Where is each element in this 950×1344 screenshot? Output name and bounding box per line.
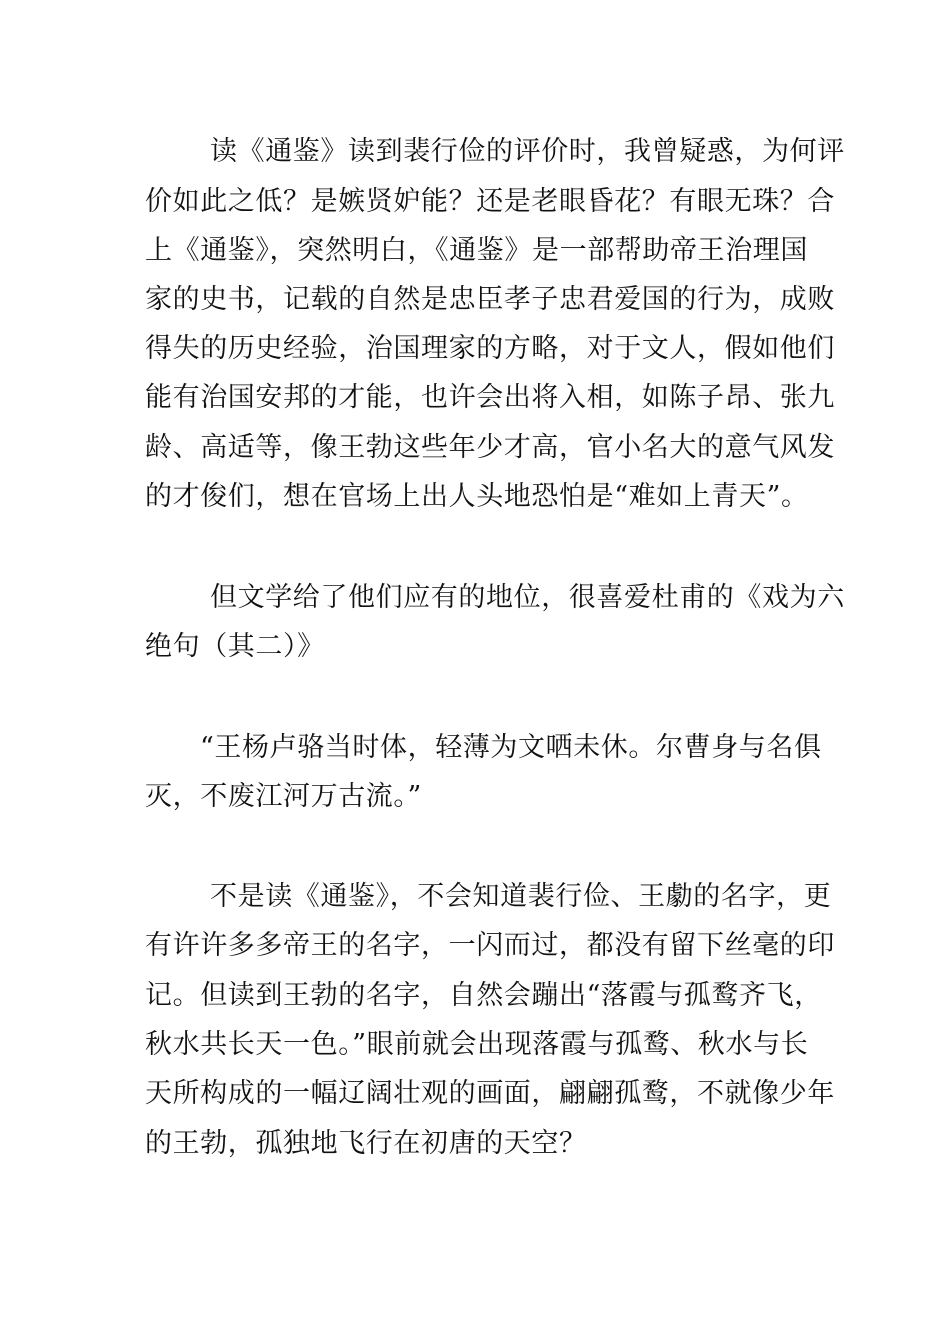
paragraph-line: 有许许多多帝王的名字，一闪而过，都没有留下丝毫的印 xyxy=(145,930,835,961)
paragraph-line: 的才俊们，想在官场上出人头地恐怕是“难如上青天”。 xyxy=(145,481,809,512)
paragraph-line: 但文学给了他们应有的地位，很喜爱杜甫的《戏为六 xyxy=(210,582,845,613)
paragraph-line: “王杨卢骆当时体，轻薄为文哂未休。尔曹身与名俱 xyxy=(200,732,822,763)
paragraph-line: 的王勃，孤独地飞行在初唐的天空？ xyxy=(145,1128,587,1159)
paragraph-line: 价如此之低？是嫉贤妒能？还是老眼昏花？有眼无珠？合 xyxy=(145,186,835,217)
paragraph-line: 不是读《通鉴》，不会知道裴行俭、王勮的名字，更 xyxy=(210,881,832,912)
paragraph-line: 读《通鉴》读到裴行俭的评价时，我曾疑惑，为何评 xyxy=(210,136,845,167)
paragraph-line: 天所构成的一幅辽阔壮观的画面，翩翩孤鹜，不就像少年 xyxy=(145,1078,835,1109)
paragraph-line: 龄、高适等，像王勃这些年少才高，官小名大的意气风发 xyxy=(145,432,835,463)
paragraph-line: 秋水共长天一色。”眼前就会出现落霞与孤鹜、秋水与长 xyxy=(145,1029,809,1060)
paragraph-line: 绝句（其二）》 xyxy=(145,631,325,662)
paragraph-line: 家的史书，记载的自然是忠臣孝子忠君爱国的行为，成败 xyxy=(145,284,835,315)
paragraph-line: 记。但读到王勃的名字，自然会蹦出“落霞与孤鹜齐飞， xyxy=(145,980,822,1011)
paragraph-line: 上《通鉴》，突然明白，《通鉴》是一部帮助帝王治理国 xyxy=(145,235,808,266)
paragraph-line: 灭，不废江河万古流。” xyxy=(145,781,422,812)
paragraph-line: 能有治国安邦的才能，也许会出将入相，如陈子昂、张九 xyxy=(145,382,835,413)
paragraph-line: 得失的历史经验，治国理家的方略，对于文人，假如他们 xyxy=(145,333,835,364)
